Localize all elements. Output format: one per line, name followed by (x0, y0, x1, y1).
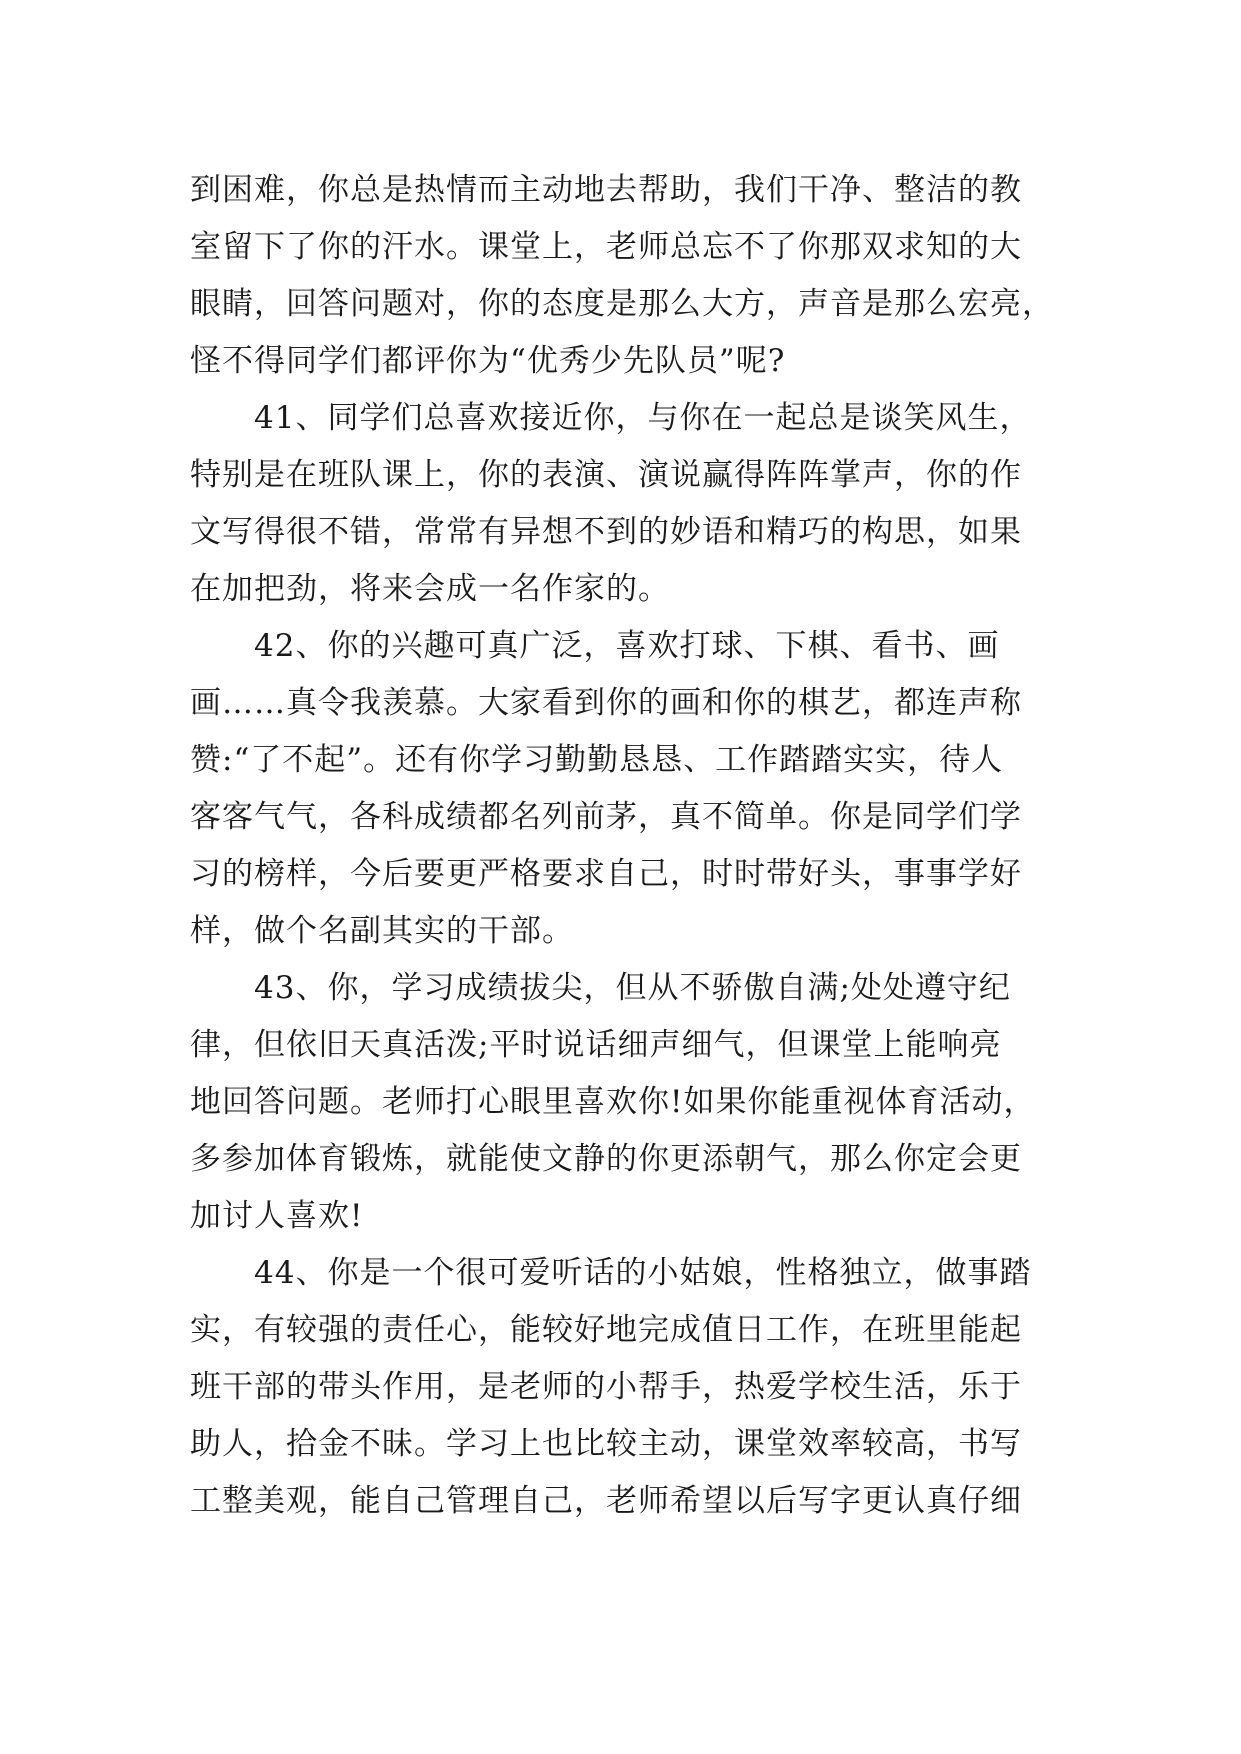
document-body (190, 162, 1090, 1530)
text-line: 怪不得同学们都评你为“优秀少先队员”呢? (190, 343, 786, 379)
paragraph-first-line: 42、你的兴趣可真广泛，喜欢打球、下棋、看书、画 (254, 628, 1000, 664)
text-line: 特别是在班队课上，你的表演、演说赢得阵阵掌声，你的作 (190, 457, 1022, 493)
text-line: 习的榜样，今后要更严格要求自己，时时带好头，事事学好 (190, 856, 1022, 892)
paragraph-first-line: 43、你，学习成绩拔尖，但从不骄傲自满;处处遵守纪 (254, 970, 1011, 1006)
text-line: 到困难，你总是热情而主动地去帮助，我们干净、整洁的教 (190, 172, 1022, 208)
text-line: 室留下了你的汗水。课堂上，老师总忘不了你那双求知的大 (190, 229, 1022, 265)
paragraph-first-line: 44、你是一个很可爱听话的小姑娘，性格独立，做事踏 (254, 1255, 1032, 1291)
text-line: 赞:“了不起”。还有你学习勤勤恳恳、工作踏踏实实，待人 (190, 742, 1004, 778)
text-line: 样，做个名副其实的干部。 (190, 913, 574, 949)
text-line: 加讨人喜欢! (190, 1198, 364, 1234)
text-line: 律，但依旧天真活泼;平时说话细声细气，但课堂上能响亮 (190, 1027, 1002, 1063)
text-line: 助人，拾金不昧。学习上也比较主动，课堂效率较高，书写 (190, 1426, 1022, 1462)
text-line: 眼睛，回答问题对，你的态度是那么大方，声音是那么宏亮， (190, 286, 1054, 322)
text-line: 多参加体育锻炼，就能使文静的你更添朝气，那么你定会更 (190, 1141, 1022, 1177)
text-line: 班干部的带头作用，是老师的小帮手，热爱学校生活，乐于 (190, 1369, 1022, 1405)
text-line: 地回答问题。老师打心眼里喜欢你!如果你能重视体育活动， (190, 1084, 1036, 1120)
text-line: 工整美观，能自己管理自己，老师希望以后写字更认真仔细 (190, 1483, 1022, 1519)
text-line: 文写得很不错，常常有异想不到的妙语和精巧的构思，如果 (190, 514, 1022, 550)
text-line: 画……真令我羡慕。大家看到你的画和你的棋艺，都连声称 (190, 685, 1022, 721)
text-line: 客客气气，各科成绩都名列前茅，真不简单。你是同学们学 (190, 799, 1022, 835)
paragraph-first-line: 41、同学们总喜欢接近你，与你在一起总是谈笑风生， (254, 400, 1032, 436)
text-line: 在加把劲，将来会成一名作家的。 (190, 571, 670, 607)
text-line: 实，有较强的责任心，能较好地完成值日工作，在班里能起 (190, 1312, 1022, 1348)
